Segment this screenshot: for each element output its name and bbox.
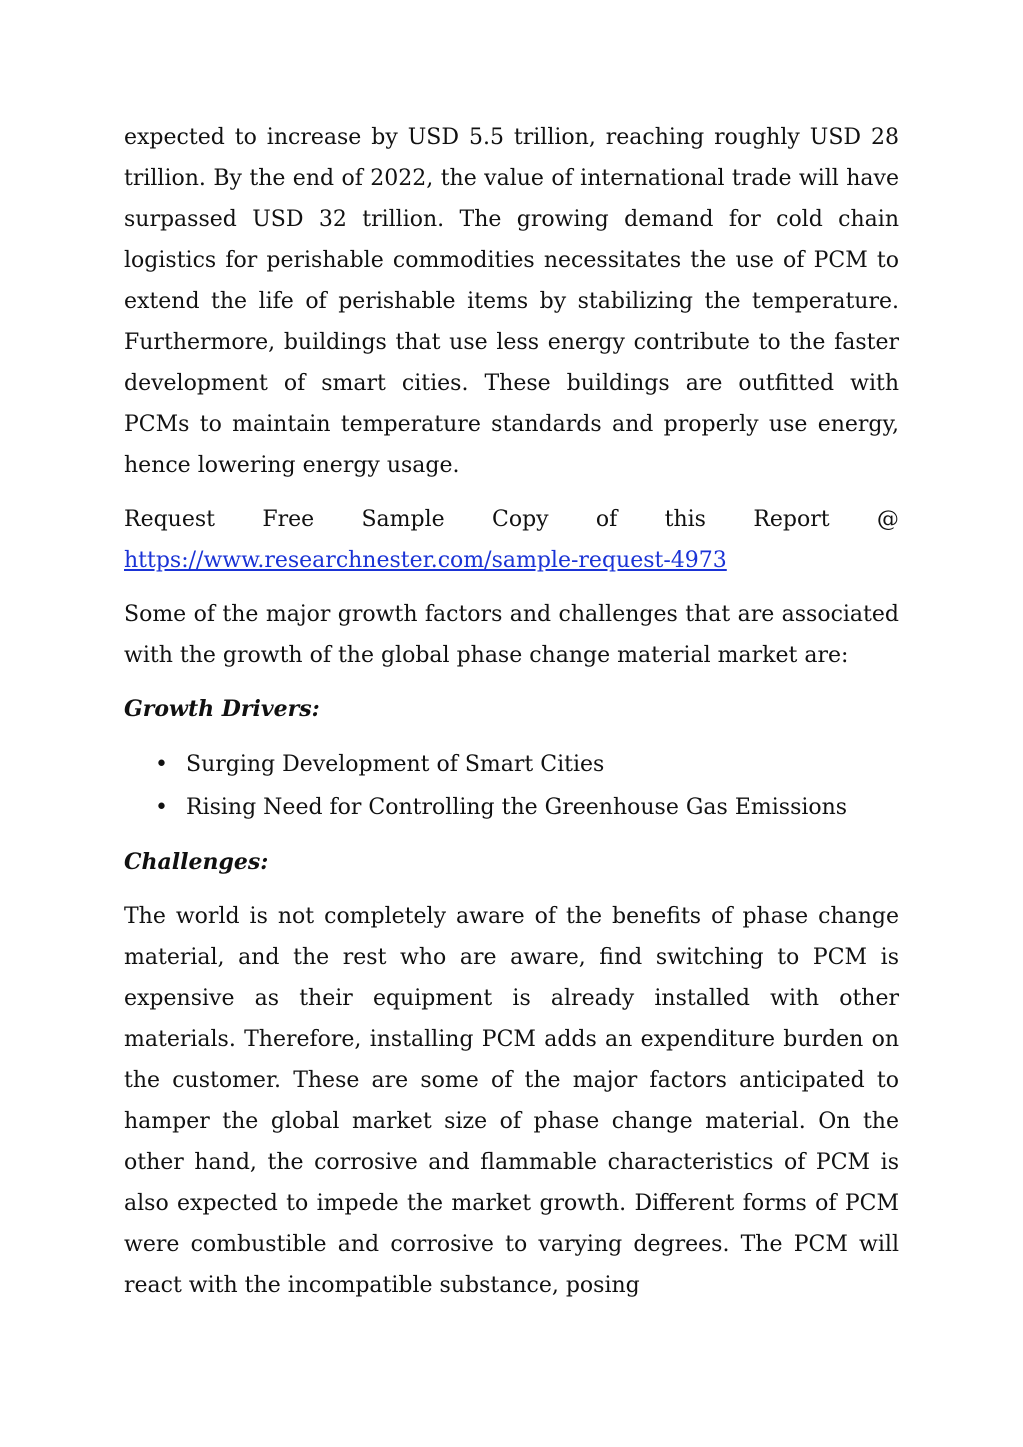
challenges-paragraph: The world is not completely aware of the benefits of phase change material, and the rest who are aware, find switching to PCM is expensive as their equipment is already installed with other materials. Therefore, installing PCM adds an expenditure burden on the customer. These are some of the major factors anticipated to hamper the global market size of phase change material. On the other hand, the corrosive and flammable characteristics of PCM is also expected to impede the market growth. Different forms of PCM were combustible and corrosive to varying degrees. The PCM will react with the incompatible substance, posing bbox=[124, 904, 899, 1298]
sample-request-link[interactable]: https://www.researchnester.com/sample-request-4973 bbox=[124, 548, 727, 573]
bullet-icon: • bbox=[155, 795, 168, 820]
document-page bbox=[124, 117, 899, 1306]
growth-drivers-heading: Growth Drivers: bbox=[124, 696, 320, 722]
sample-request-line bbox=[124, 499, 899, 540]
request-word: Free bbox=[262, 507, 315, 532]
bullet-icon: • bbox=[155, 752, 168, 777]
list-item-text: Surging Development of Smart Cities bbox=[186, 752, 605, 777]
list-item bbox=[124, 743, 899, 786]
request-word: Copy bbox=[492, 507, 549, 532]
request-word: Report bbox=[753, 507, 830, 532]
challenges-heading: Challenges: bbox=[124, 849, 269, 875]
sample-request-block bbox=[124, 499, 899, 581]
intro-paragraph: expected to increase by USD 5.5 trillion, reaching roughly USD 28 trillion. By the end of 2022, the value of international trade will have surpassed USD 32 trillion. The growing demand for cold chain logistics for perishable commodities necessitates the use of PCM to extend the life of perishable items by stabilizing the temperature. Furthermore, buildings that use less energy contribute to the faster development of smart cities. These buildings are outfitted with PCMs to maintain temperature standards and properly use energy, hence lowering energy usage. bbox=[124, 125, 899, 478]
request-word: this bbox=[664, 507, 706, 532]
list-item-text: Rising Need for Controlling the Greenhouse Gas Emissions bbox=[186, 795, 848, 820]
list-item bbox=[124, 786, 899, 829]
request-word: Sample bbox=[361, 507, 445, 532]
request-word: of bbox=[595, 507, 618, 532]
growth-intro-paragraph: Some of the major growth factors and challenges that are associated with the growth of the global phase change material market are: bbox=[124, 602, 899, 668]
growth-drivers-list bbox=[124, 743, 899, 829]
request-word: Request bbox=[124, 507, 215, 532]
at-symbol: @ bbox=[876, 507, 899, 532]
